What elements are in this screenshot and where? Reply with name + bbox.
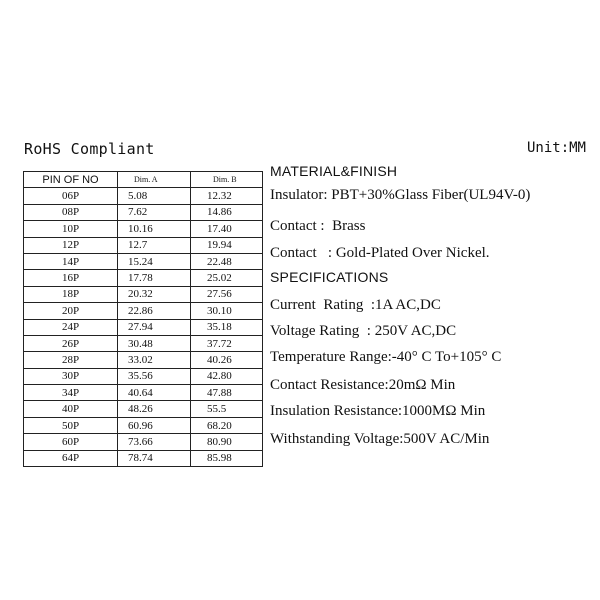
table-header-row [24, 172, 263, 188]
withstanding-voltage-line: Withstanding Voltage:500V AC/Min [270, 431, 490, 447]
table-row [24, 204, 263, 220]
table-row [24, 417, 263, 433]
dim-a-cell: 73.66 [118, 434, 191, 450]
dim-b-cell: 47.88 [191, 385, 263, 401]
dim-a-cell: 17.78 [118, 270, 191, 286]
table-row [24, 188, 263, 204]
dim-b-cell: 85.98 [191, 450, 263, 466]
dim-b-cell: 22.48 [191, 253, 263, 269]
dim-b-cell: 42.80 [191, 368, 263, 384]
insulator-line: Insulator: PBT+30%Glass Fiber(UL94V-0) [270, 187, 531, 203]
dim-b-cell: 55.5 [191, 401, 263, 417]
pin-cell: 60P [24, 434, 118, 450]
dim-b-cell: 14.86 [191, 204, 263, 220]
pin-cell: 50P [24, 417, 118, 433]
pin-cell: 16P [24, 270, 118, 286]
dim-b-cell: 35.18 [191, 319, 263, 335]
table-row [24, 335, 263, 351]
table-row [24, 253, 263, 269]
pin-cell: 08P [24, 204, 118, 220]
pin-cell: 28P [24, 352, 118, 368]
dim-b-cell: 30.10 [191, 303, 263, 319]
pin-cell: 06P [24, 188, 118, 204]
pin-cell: 20P [24, 303, 118, 319]
table-row [24, 270, 263, 286]
dim-a-cell: 48.26 [118, 401, 191, 417]
dim-a-cell: 12.7 [118, 237, 191, 253]
table-row [24, 237, 263, 253]
dim-a-cell: 7.62 [118, 204, 191, 220]
dim-b-cell: 40.26 [191, 352, 263, 368]
table-row [24, 401, 263, 417]
dim-a-cell: 10.16 [118, 221, 191, 237]
dim-b-cell: 19.94 [191, 237, 263, 253]
temperature-range-line: Temperature Range:-40° C To+105° C [270, 349, 502, 365]
dim-a-cell: 20.32 [118, 286, 191, 302]
contact-resistance-line: Contact Resistance:20mΩ Min [270, 377, 456, 393]
dim-a-cell: 60.96 [118, 417, 191, 433]
table-row [24, 303, 263, 319]
table-row [24, 368, 263, 384]
voltage-rating-line: Voltage Rating : 250V AC,DC [270, 323, 457, 339]
table-row [24, 434, 263, 450]
pin-cell: 64P [24, 450, 118, 466]
dim-a-cell: 5.08 [118, 188, 191, 204]
unit-label: Unit:MM [526, 140, 586, 156]
table-row [24, 352, 263, 368]
pin-cell: 26P [24, 335, 118, 351]
dimension-table [23, 171, 263, 467]
table-row [24, 221, 263, 237]
dim-a-cell: 33.02 [118, 352, 191, 368]
table-row [24, 385, 263, 401]
pin-cell: 24P [24, 319, 118, 335]
dim-b-cell: 17.40 [191, 221, 263, 237]
table-row [24, 319, 263, 335]
dim-a-cell: 30.48 [118, 335, 191, 351]
pin-cell: 30P [24, 368, 118, 384]
dim-a-cell: 27.94 [118, 319, 191, 335]
table-row [24, 450, 263, 466]
dim-b-cell: 80.90 [191, 434, 263, 450]
header-dim-b: Dim. B [191, 172, 263, 188]
dim-a-cell: 35.56 [118, 368, 191, 384]
dim-b-cell: 25.02 [191, 270, 263, 286]
pin-cell: 18P [24, 286, 118, 302]
dim-b-cell: 68.20 [191, 417, 263, 433]
dim-b-cell: 37.72 [191, 335, 263, 351]
dim-a-cell: 40.64 [118, 385, 191, 401]
table-row [24, 286, 263, 302]
dim-a-cell: 78.74 [118, 450, 191, 466]
pin-cell: 10P [24, 221, 118, 237]
pin-cell: 12P [24, 237, 118, 253]
rohs-label: RoHS Compliant [24, 140, 155, 158]
dim-a-cell: 22.86 [118, 303, 191, 319]
dim-a-cell: 15.24 [118, 253, 191, 269]
table-body [24, 188, 263, 467]
material-heading: MATERIAL&FINISH [270, 163, 398, 179]
dim-b-cell: 12.32 [191, 188, 263, 204]
dim-b-cell: 27.56 [191, 286, 263, 302]
contact-material-line: Contact : Brass [270, 218, 366, 234]
insulation-resistance-line: Insulation Resistance:1000MΩ Min [270, 403, 486, 419]
current-rating-line: Current Rating :1A AC,DC [270, 297, 441, 313]
specifications-heading: SPECIFICATIONS [270, 269, 389, 285]
pin-cell: 34P [24, 385, 118, 401]
header-pin: PIN OF NO [24, 172, 118, 188]
pin-cell: 14P [24, 253, 118, 269]
header-dim-a: Dim. A [118, 172, 191, 188]
pin-cell: 40P [24, 401, 118, 417]
contact-plating-line: Contact : Gold-Plated Over Nickel. [270, 245, 490, 261]
